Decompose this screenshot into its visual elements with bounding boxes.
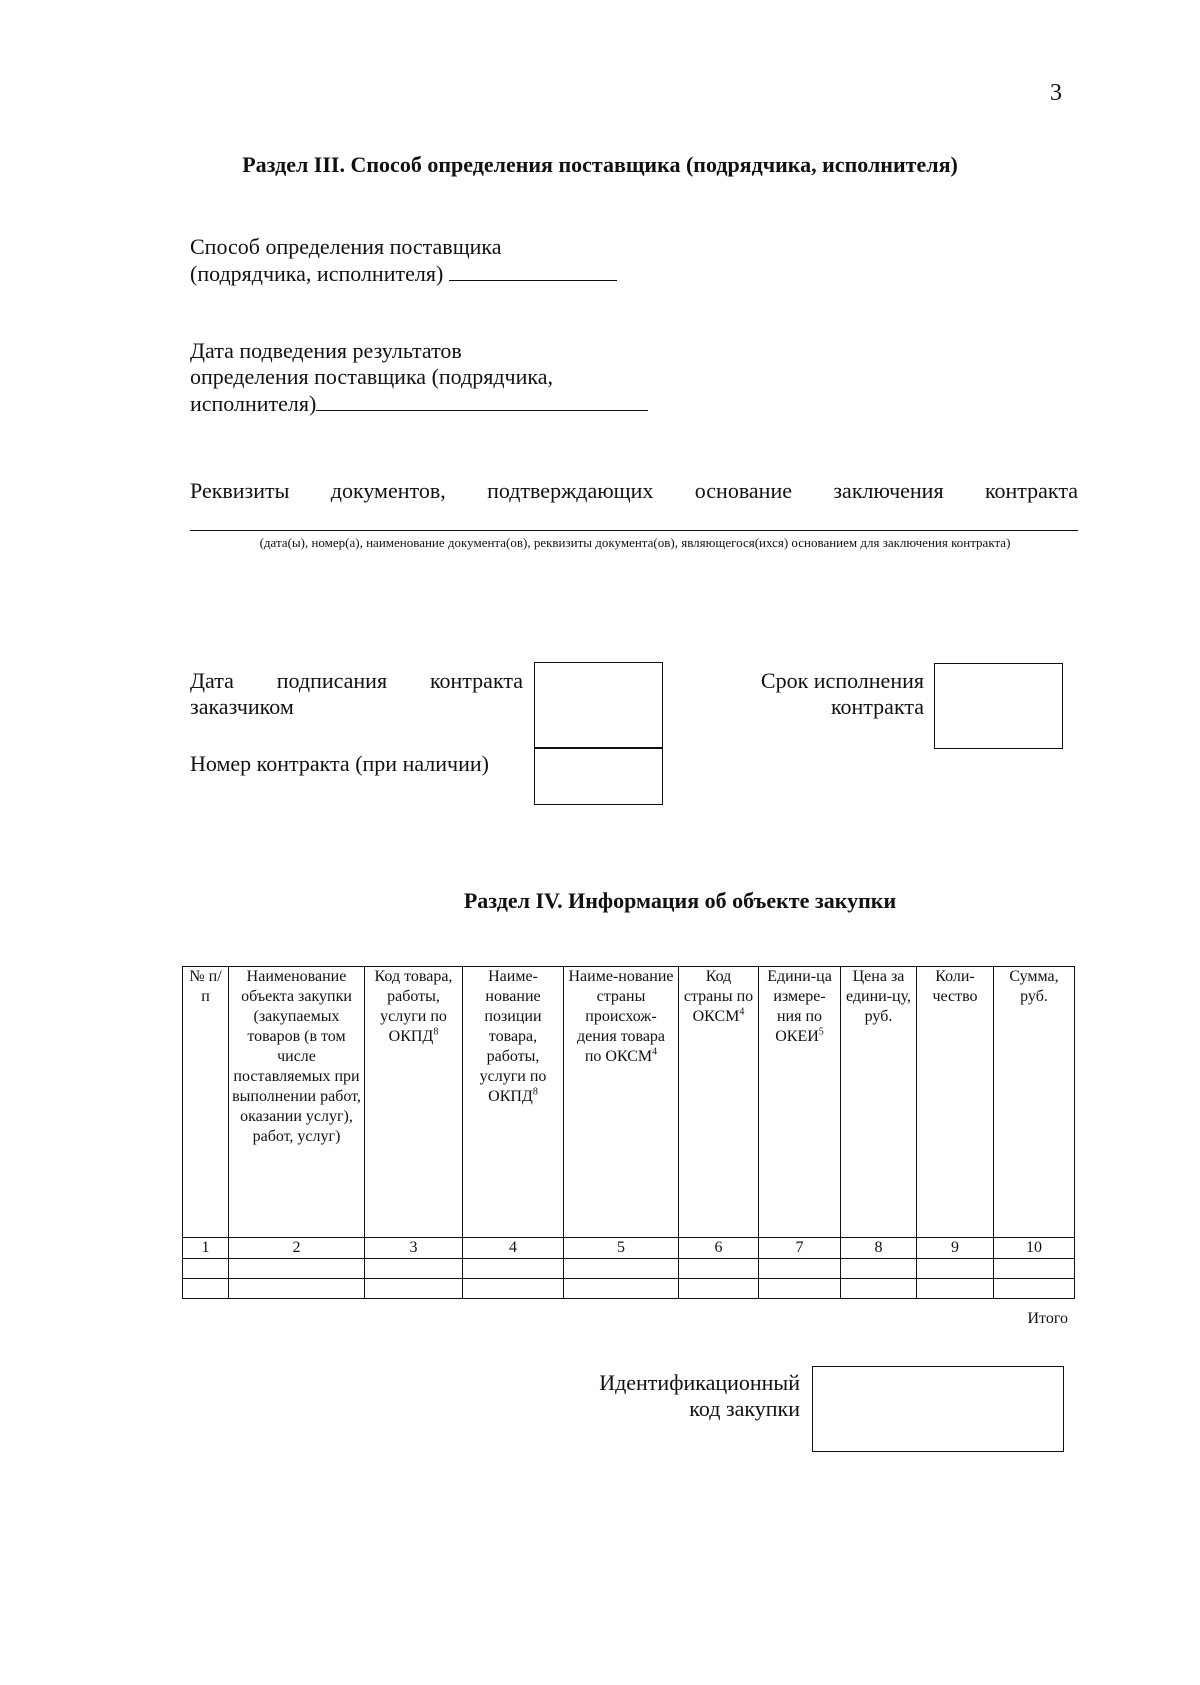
method-label: [190, 234, 617, 287]
table-row: [183, 1259, 1075, 1279]
header-cell: № п/п: [183, 967, 229, 1238]
signing-date-line2: заказчиком: [190, 694, 294, 719]
table-header-row: [183, 967, 1075, 1238]
table-cell[interactable]: [365, 1259, 463, 1279]
table-cell[interactable]: [917, 1279, 994, 1299]
table-cell[interactable]: [994, 1259, 1075, 1279]
contract-number-box[interactable]: [534, 747, 663, 805]
identification-line2: код закупки: [689, 1396, 800, 1421]
table-cell[interactable]: [463, 1259, 564, 1279]
column-number-cell: 9: [917, 1238, 994, 1259]
table-cell[interactable]: [463, 1279, 564, 1299]
signing-date-word: подписания: [276, 668, 388, 693]
table-cell[interactable]: [917, 1259, 994, 1279]
header-cell: Коли-чество: [917, 967, 994, 1238]
total-label: Итого: [1027, 1310, 1068, 1327]
contract-number-label: Номер контракта (при наличии): [190, 751, 489, 776]
table-cell[interactable]: [365, 1279, 463, 1299]
table-cell[interactable]: [564, 1279, 679, 1299]
header-cell: Наименование объекта закупки (закупаемых товаров (в том числе поставляемых при выполнении работ, оказании услуг), работ, услуг): [229, 967, 365, 1238]
table-cell[interactable]: [229, 1259, 365, 1279]
requisites-word: основание: [694, 478, 792, 503]
signing-date-line1: [190, 668, 523, 694]
term-label: [700, 668, 924, 720]
header-cell: Наиме-нование страны происхож-дения товара по ОКСМ$^4$: [564, 967, 679, 1238]
header-cell: Код товара, работы, услуги по ОКПД$^8$: [365, 967, 463, 1238]
term-box[interactable]: [934, 663, 1063, 749]
result-date-line2: определения поставщика (подрядчика,: [190, 364, 553, 389]
table-cell[interactable]: [759, 1259, 841, 1279]
requisites-fill-line[interactable]: [190, 530, 1078, 531]
result-date-line1: Дата подведения результатов: [190, 338, 462, 363]
identification-line1: Идентификационный: [599, 1370, 800, 1395]
table-cell[interactable]: [841, 1259, 917, 1279]
column-number-cell: 10: [994, 1238, 1075, 1259]
method-label-line2: (подрядчика, исполнителя): [190, 261, 444, 286]
column-number-cell: 6: [679, 1238, 759, 1259]
term-line2: контракта: [830, 694, 924, 719]
header-cell: Код страны по ОКСМ$^4$: [679, 967, 759, 1238]
identification-label: [560, 1370, 800, 1422]
column-number-cell: 4: [463, 1238, 564, 1259]
requisites-word: документов,: [330, 478, 446, 503]
table-cell[interactable]: [759, 1279, 841, 1299]
table-row: [183, 1279, 1075, 1299]
signing-date-word: Дата: [190, 668, 234, 693]
table-cell[interactable]: [679, 1259, 759, 1279]
signing-date-word: контракта: [429, 668, 523, 693]
column-number-cell: 7: [759, 1238, 841, 1259]
requisites-line: [190, 478, 1078, 504]
requisites-word: контракта: [984, 478, 1078, 503]
header-cell: Цена за едини-цу, руб.: [841, 967, 917, 1238]
identification-code-box[interactable]: [812, 1366, 1064, 1452]
requisites-word: Реквизиты: [190, 478, 290, 503]
signing-date-box[interactable]: [534, 662, 663, 749]
requisites-caption: (дата(ы), номер(а), наименование документа(ов), реквизиты документа(ов), являющегося(ихся) основанием для заключения контракта): [259, 535, 1011, 550]
result-date-fill-line[interactable]: [316, 390, 648, 411]
method-fill-line[interactable]: [449, 260, 617, 281]
table-cell[interactable]: [679, 1279, 759, 1299]
header-cell: Сумма, руб.: [994, 967, 1075, 1238]
page-number: 3: [1050, 80, 1062, 106]
table-cell[interactable]: [183, 1259, 229, 1279]
procurement-table: [182, 966, 1075, 1299]
table-cell[interactable]: [994, 1279, 1075, 1299]
column-number-cell: 2: [229, 1238, 365, 1259]
method-label-line1: Способ определения поставщика: [190, 234, 502, 259]
column-number-row: [183, 1238, 1075, 1259]
section-4-title: Раздел IV. Информация об объекте закупки: [463, 888, 897, 913]
table-cell[interactable]: [564, 1259, 679, 1279]
table-cell[interactable]: [183, 1279, 229, 1299]
table-cell[interactable]: [229, 1279, 365, 1299]
table-cell[interactable]: [841, 1279, 917, 1299]
result-date-label: [190, 338, 648, 417]
requisites-word: заключения: [833, 478, 944, 503]
column-number-cell: 3: [365, 1238, 463, 1259]
result-date-line3: исполнителя): [190, 391, 317, 416]
column-number-cell: 1: [183, 1238, 229, 1259]
term-line1: Срок исполнения: [760, 668, 924, 693]
column-number-cell: 8: [841, 1238, 917, 1259]
header-cell: Едини-ца измере-ния по ОКЕИ$^5$: [759, 967, 841, 1238]
column-number-cell: 5: [564, 1238, 679, 1259]
section-3-title: Раздел III. Способ определения поставщика (подрядчика, исполнителя): [242, 152, 958, 177]
header-cell: Наиме-нование позиции товара, работы, услуги по ОКПД$^8$: [463, 967, 564, 1238]
requisites-word: подтверждающих: [487, 478, 654, 503]
